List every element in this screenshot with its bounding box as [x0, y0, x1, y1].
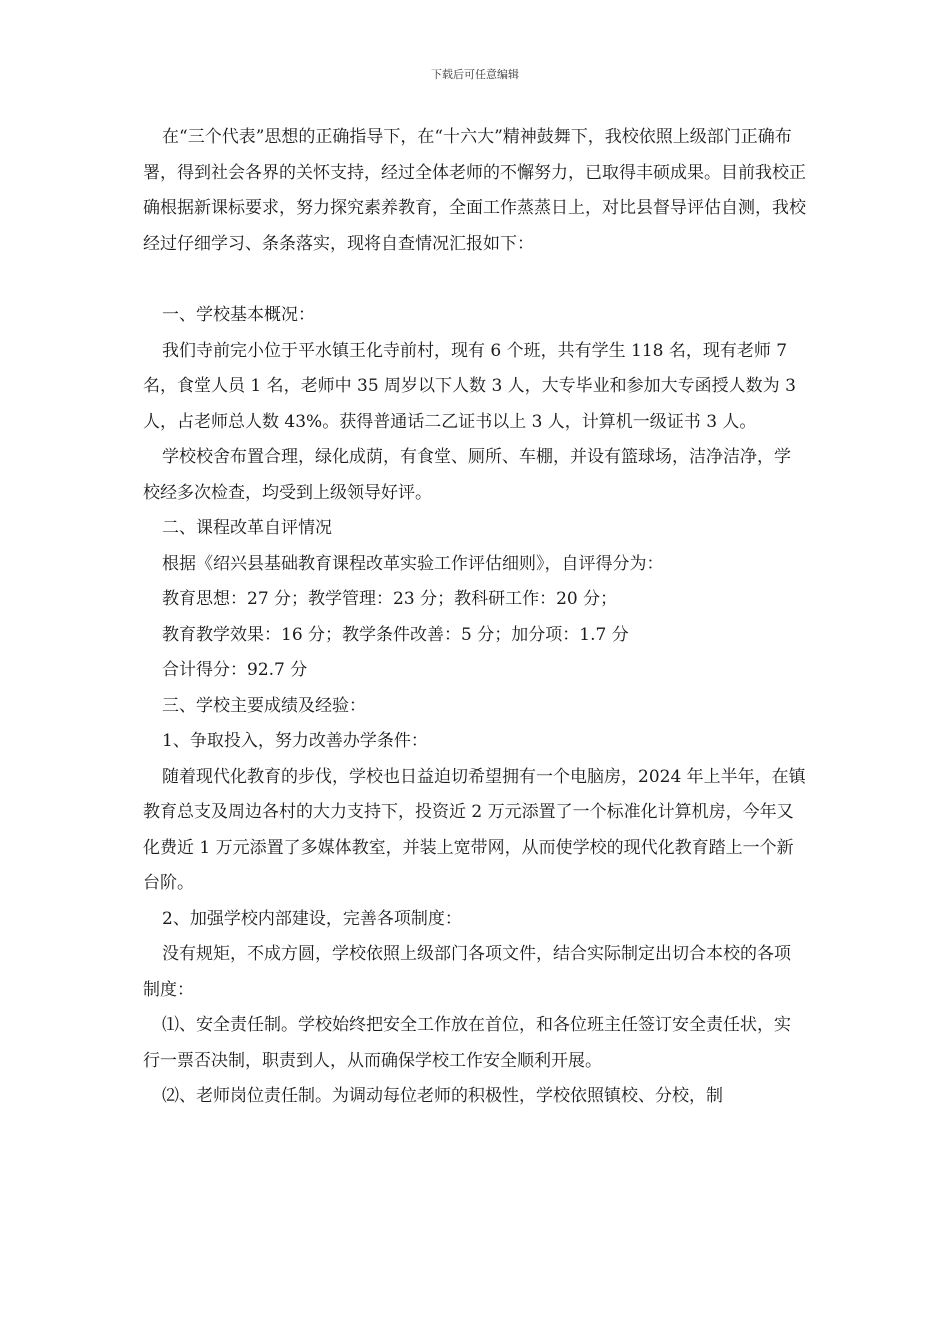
score-line-1: 教育思想：27 分；教学管理：23 分；教科研工作：20 分；: [162, 589, 618, 609]
intro-paragraph: 在“三个代表”思想的正确指导下，在“十六大”精神鼓舞下，我校依照上级部门正确布署，得到社会各界的关怀支持，经过全体老师的不懈努力，已取得丰硕成果。目前我校正确根据新课标要求，努力探究素养教育，全面工作蒸蒸日上，对比县督导评估自测，我校经过仔细学习、条条落实，现将自查情况汇报如下：: [143, 127, 806, 254]
paragraph-rules: 没有规矩，不成方圆，学校依照上级部门各项文件，结合实际制定出切合本校的各项制度：: [143, 944, 791, 1000]
paragraph-safety: ⑴、安全责任制。学校始终把安全工作放在首位，和各位班主任签订安全责任状，实行一票否决制，职责到人，从而确保学校工作安全顺利开展。: [143, 1015, 791, 1071]
section-heading-3: 三、学校主要成绩及经验：: [162, 695, 366, 716]
paragraph-campus: 学校校舍布置合理，绿化成荫，有食堂、厕所、车棚，并设有篮球场，洁净洁净，学校经多次检查，均受到上级领导好评。: [143, 447, 791, 503]
subheading-1: 1、争取投入，努力改善办学条件：: [162, 731, 428, 751]
document-body: [143, 120, 807, 1115]
paragraph-investment: 随着现代化教育的步伐，学校也日益迫切希望拥有一个电脑房，2024 年上半年，在镇教育总支及周边各村的大力支持下，投资近 2 万元添置了一个标准化计算机房，今年又化费近 1 万元添置了多媒体教室，并装上宽带网，从而使学校的现代化教育踏上一个新台阶。: [143, 766, 806, 893]
page-header: 下载后可任意编辑: [431, 68, 519, 81]
paragraph-school-overview: 我们寺前完小位于平水镇王化寺前村，现有 6 个班，共有学生 118 名，现有老师 7 名，食堂人员 1 名，老师中 35 周岁以下人数 3 人，大专毕业和参加大专函授人数为 3 人，占老师总人数 43%。获得普通话二乙证书以上 3 人，计算机一级证书 3 人。: [143, 340, 796, 432]
paragraph-evaluation-basis: 根据《绍兴县基础教育课程改革实验工作评估细则》，自评得分为：: [162, 553, 664, 574]
paragraph-gap: [143, 262, 807, 298]
section-heading-1: 一、学校基本概况：: [162, 305, 315, 325]
section-heading-2: 二、课程改革自评情况: [162, 518, 332, 538]
paragraph-teacher-duty: ⑵、老师岗位责任制。为调动每位老师的积极性，学校依照镇校、分校，制: [162, 1086, 723, 1106]
score-total: 合计得分：92.7 分: [162, 660, 308, 680]
subheading-2: 2、加强学校内部建设，完善各项制度：: [162, 908, 462, 929]
score-line-2: 教育教学效果：16 分；教学条件改善：5 分；加分项：1.7 分: [162, 624, 629, 645]
